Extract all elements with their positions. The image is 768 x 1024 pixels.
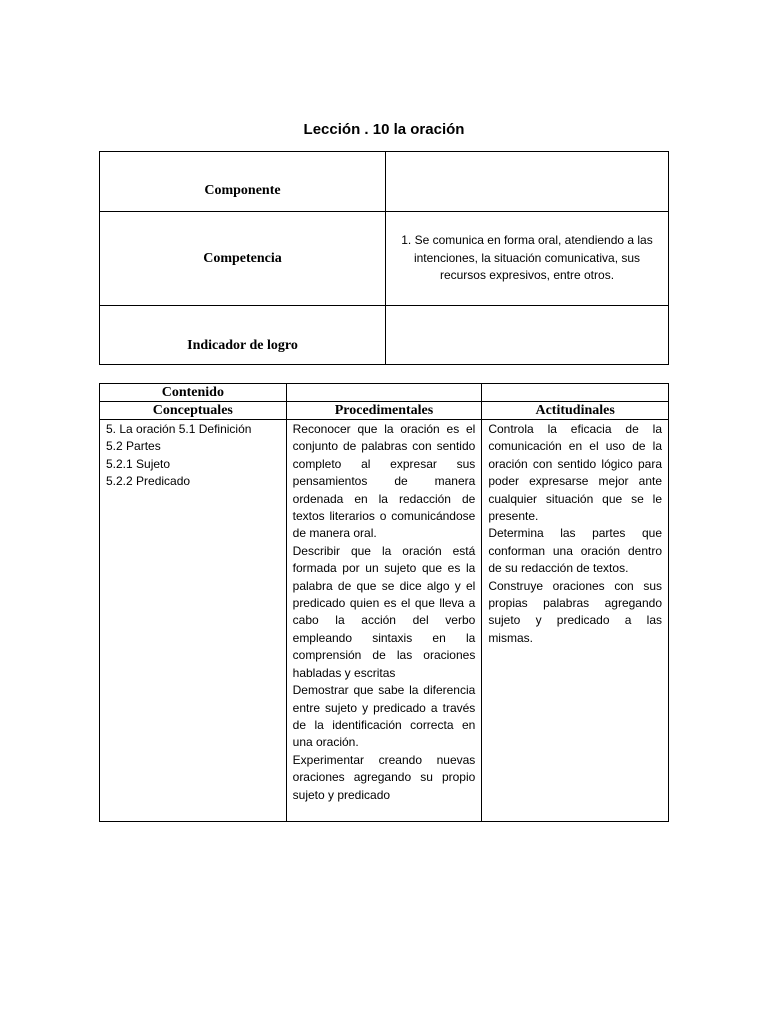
list-item: 5. La oración 5.1 Definición [106,422,252,436]
content-table [99,383,669,822]
table-row [100,212,669,306]
componente-label: Componente [100,152,386,212]
page-title: Lección . 10 la oración [303,121,465,138]
competencia-value: 1. Se comunica en forma oral, atendiendo a las intenciones, la situación comunicativa, sus recursos expresivos, entre otros. [386,212,669,306]
list-item: Experimentar creando nuevas oraciones agregando su propio sujeto y predicado [292,752,476,802]
table-row [100,306,669,365]
indicador-label: Indicador de logro [100,306,386,365]
competencia-label: Competencia [100,212,386,306]
list-item: Construye oraciones con sus propias palabras agregando sujeto y predicado a las mismas. [488,578,662,645]
table-row [100,384,669,402]
actitudinales-header: Actitudinales [482,402,669,420]
list-item: 5.2 Partes [106,439,161,454]
conceptuales-header: Conceptuales [100,402,287,420]
table-row [100,420,669,822]
list-item: Determina las partes que conforman una oración dentro de su redacción de textos. [488,526,662,576]
indicador-value [386,306,669,365]
procedimentales-header: Procedimentales [286,402,482,420]
list-item: Controla la eficacia de la comunicación en el uso de la oración con sentido lógico para poder expresarse mejor ante cualquier situación que se le presente. [488,422,662,524]
contenido-header: Contenido [100,384,287,402]
empty-header-cell [482,384,669,402]
table-row [100,152,669,212]
list-item: 5.2.1 Sujeto [106,456,171,471]
procedimentales-cell [286,420,482,822]
list-item: Demostrar que sabe la diferencia entre sujeto y predicado a través de la identificación correcta en una oración. [292,683,476,750]
componente-value [386,152,669,212]
table-row [100,402,669,420]
actitudinales-cell [482,420,669,822]
list-item: Describir que la oración está formada por un sujeto que es la palabra de que se dice algo y el predicado quien es el que lleva a cabo la acción del verbo empleando sintaxis en la comprensión de las oraciones habladas y escritas [292,543,476,680]
empty-header-cell [286,384,482,402]
list-item: Reconocer que la oración es el conjunto de palabras con sentido completo al expresar sus pensamientos de manera ordenada en la redacción de textos literarios o comunicándose de manera oral. [292,422,476,541]
list-item: 5.2.2 Predicado [106,474,191,489]
info-table [99,151,669,365]
conceptuales-cell [100,420,287,822]
